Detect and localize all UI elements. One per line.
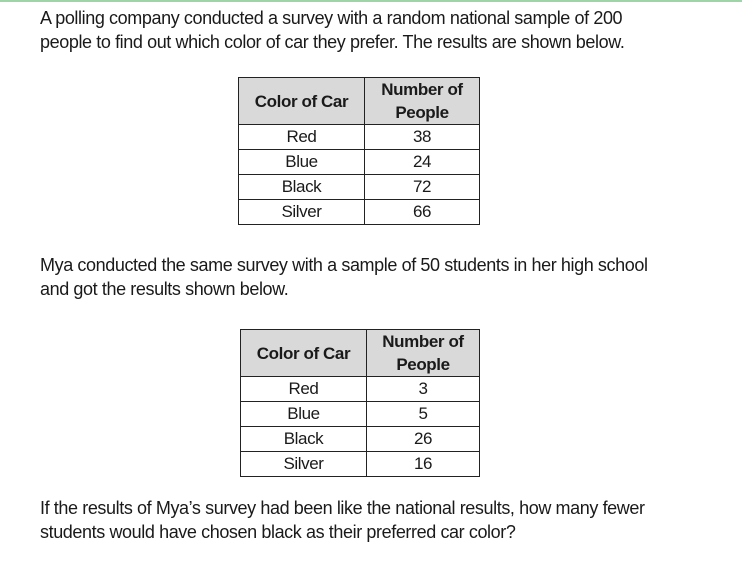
count-header-line-1: Number of	[381, 80, 463, 99]
intro-line-1: A polling company conducted a survey with a random national sample of 200	[40, 8, 623, 28]
table-row	[241, 427, 480, 452]
color-cell: Blue	[239, 150, 365, 175]
count-header-line-2: People	[396, 355, 450, 374]
color-column-header: Color of Car	[241, 330, 367, 377]
top-divider	[0, 0, 742, 2]
table-row	[239, 175, 480, 200]
count-cell: 26	[367, 427, 480, 452]
color-cell: Black	[241, 427, 367, 452]
count-column-header	[365, 78, 480, 125]
table-header-row	[241, 330, 480, 377]
national-results-table	[238, 77, 480, 225]
intro-paragraph	[40, 6, 720, 54]
count-header-line-1: Number of	[382, 332, 464, 351]
table-row	[239, 150, 480, 175]
mya-line-2: and got the results shown below.	[40, 279, 289, 299]
count-cell: 24	[365, 150, 480, 175]
mya-paragraph	[40, 253, 720, 301]
color-cell: Red	[241, 377, 367, 402]
count-cell: 3	[367, 377, 480, 402]
color-cell: Red	[239, 125, 365, 150]
count-header-line-2: People	[395, 103, 449, 122]
color-cell: Silver	[241, 452, 367, 477]
color-cell: Blue	[241, 402, 367, 427]
table-row	[241, 452, 480, 477]
intro-line-2: people to find out which color of car they prefer. The results are shown below.	[40, 32, 625, 52]
color-cell: Silver	[239, 200, 365, 225]
question-paragraph	[40, 496, 720, 544]
question-line-2: students would have chosen black as their preferred car color?	[40, 522, 516, 542]
color-cell: Black	[239, 175, 365, 200]
count-cell: 5	[367, 402, 480, 427]
table-header-row	[239, 78, 480, 125]
table-row	[239, 200, 480, 225]
table-row	[239, 125, 480, 150]
count-cell: 38	[365, 125, 480, 150]
mya-results-table	[240, 329, 480, 477]
table-row	[241, 377, 480, 402]
count-cell: 72	[365, 175, 480, 200]
color-column-header: Color of Car	[239, 78, 365, 125]
question-line-1: If the results of Mya’s survey had been like the national results, how many fewer	[40, 498, 645, 518]
mya-line-1: Mya conducted the same survey with a sample of 50 students in her high school	[40, 255, 648, 275]
count-column-header	[367, 330, 480, 377]
table-row	[241, 402, 480, 427]
count-cell: 66	[365, 200, 480, 225]
count-cell: 16	[367, 452, 480, 477]
